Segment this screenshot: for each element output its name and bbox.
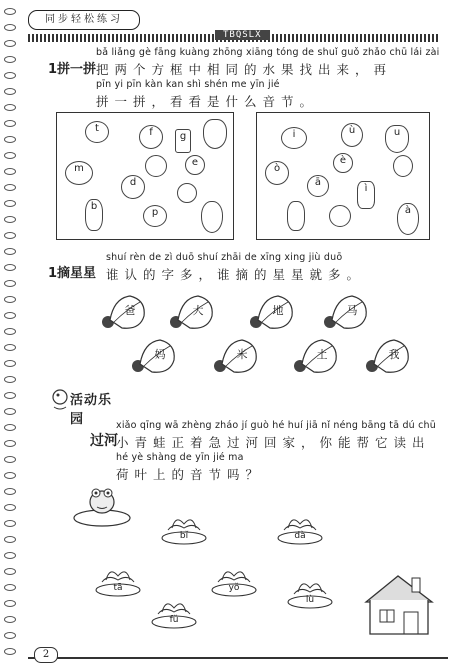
instruction-text: 小青蛙正着急过河回家，你能帮它读出 bbox=[116, 435, 431, 450]
spiral-ring bbox=[4, 632, 16, 639]
lily-syllable: tā bbox=[113, 583, 123, 593]
leaf-character: 我 bbox=[388, 348, 400, 361]
fruit-apple-bottom: p bbox=[143, 205, 167, 227]
spiral-ring bbox=[4, 168, 16, 175]
fruit-grapes: u bbox=[385, 125, 409, 153]
fruit-pear: à bbox=[397, 203, 419, 235]
activity-banner bbox=[50, 385, 124, 427]
instruction-text: 荷叶上的音节吗？ bbox=[116, 467, 265, 482]
fruit-melon: i bbox=[281, 127, 307, 149]
spiral-ring bbox=[4, 424, 16, 431]
fruit-pear bbox=[201, 201, 223, 233]
fruit-pineapple bbox=[287, 201, 305, 231]
leaf-character: 土 bbox=[316, 348, 328, 361]
spiral-ring bbox=[4, 616, 16, 623]
spiral-ring bbox=[4, 360, 16, 367]
spiral-ring bbox=[4, 296, 16, 303]
spiral-ring bbox=[4, 280, 16, 287]
instruction-text: 谁认的字多，谁摘的星星就多。 bbox=[106, 267, 366, 282]
spiral-ring bbox=[4, 248, 16, 255]
spiral-ring bbox=[4, 56, 16, 63]
spiral-ring bbox=[4, 8, 16, 15]
leaf-character: 大 bbox=[192, 304, 204, 317]
leaf-character: 爸 bbox=[124, 304, 136, 317]
fruit-box-left bbox=[56, 112, 234, 240]
spiral-ring bbox=[4, 136, 16, 143]
spiral-ring bbox=[4, 456, 16, 463]
section-label-pinyi: 1拼一拼 bbox=[48, 62, 97, 77]
spiral-ring bbox=[4, 488, 16, 495]
lily-syllable: lù bbox=[305, 595, 315, 605]
leaf-character: 地 bbox=[272, 304, 284, 317]
fruit-strawberry bbox=[145, 155, 167, 177]
pinyin-line: xiǎo qīng wā zhèng zháo jí guò hé huí jiā nǐ néng bāng tā dú chū bbox=[116, 420, 436, 431]
fruit-peach-small bbox=[177, 183, 197, 203]
fruit-grapes bbox=[203, 119, 227, 149]
spiral-ring bbox=[4, 264, 16, 271]
spiral-ring bbox=[4, 184, 16, 191]
footer-rule bbox=[28, 657, 448, 659]
section-label-guohe: 过河 bbox=[90, 433, 118, 449]
lily-syllable: bǐ bbox=[179, 531, 189, 541]
spiral-ring bbox=[4, 472, 16, 479]
spiral-ring bbox=[4, 88, 16, 95]
section-label-zhaixingxing: 1摘星星 bbox=[48, 266, 97, 281]
spiral-ring bbox=[4, 376, 16, 383]
spiral-ring bbox=[4, 216, 16, 223]
instruction-text: 拼一拼，看看是什么音节。 bbox=[96, 94, 319, 109]
fruit-apple: f bbox=[139, 125, 163, 149]
page-header-title: 同步轻松练习 bbox=[28, 10, 140, 30]
spiral-ring bbox=[4, 344, 16, 351]
fruit-orange: ò bbox=[265, 161, 289, 185]
fruit-orange: d bbox=[121, 175, 145, 199]
frog-icon bbox=[70, 480, 134, 530]
pinyin-line: hé yè shàng de yīn jié ma bbox=[116, 452, 244, 463]
fruit-plum bbox=[393, 155, 413, 177]
spiral-ring bbox=[4, 552, 16, 559]
lily-syllable: dà bbox=[294, 531, 306, 541]
spiral-ring bbox=[4, 232, 16, 239]
spiral-ring bbox=[4, 392, 16, 399]
spiral-ring bbox=[4, 504, 16, 511]
fruit-pineapple: b bbox=[85, 199, 103, 231]
fruit-persimmon: g bbox=[175, 129, 191, 153]
spiral-binding bbox=[4, 0, 18, 668]
pinyin-line: pīn yi pīn kàn kan shì shén me yīn jié bbox=[96, 79, 280, 90]
spiral-ring bbox=[4, 648, 16, 655]
spiral-ring bbox=[4, 152, 16, 159]
spiral-ring bbox=[4, 328, 16, 335]
fruit-apple: ù bbox=[341, 123, 363, 147]
page-number: 2 bbox=[34, 647, 58, 663]
lily-syllable: fǔ bbox=[169, 615, 179, 625]
spiral-ring bbox=[4, 200, 16, 207]
spiral-ring bbox=[4, 120, 16, 127]
fruit-plum: e bbox=[185, 155, 205, 175]
house-icon bbox=[360, 572, 438, 638]
leaf-character: 马 bbox=[346, 304, 358, 317]
leaf-character: 妈 bbox=[154, 348, 166, 361]
fruit-apple-bottom bbox=[329, 205, 351, 227]
fruit-watermelon: m bbox=[65, 161, 93, 185]
activity-banner-text: 活动乐园 bbox=[70, 393, 113, 427]
fruit-box-right bbox=[256, 112, 430, 240]
lily-syllable: yǒ bbox=[228, 583, 240, 593]
spiral-ring bbox=[4, 584, 16, 591]
fruit-persimmon: ì bbox=[357, 181, 375, 209]
spiral-ring bbox=[4, 520, 16, 527]
fruit-peach: ā bbox=[307, 175, 329, 197]
spiral-ring bbox=[4, 408, 16, 415]
spiral-ring bbox=[4, 104, 16, 111]
pinyin-line: shuí rèn de zì duō shuí zhāi de xīng xing jiù duō bbox=[106, 252, 343, 263]
spiral-ring bbox=[4, 24, 16, 31]
leaf-character: 米 bbox=[236, 348, 248, 361]
header-subtitle: TBQSLX bbox=[215, 30, 270, 40]
spiral-ring bbox=[4, 72, 16, 79]
spiral-ring bbox=[4, 40, 16, 47]
fruit-strawberry: è bbox=[333, 153, 353, 173]
spiral-ring bbox=[4, 536, 16, 543]
spiral-ring bbox=[4, 568, 16, 575]
spiral-ring bbox=[4, 440, 16, 447]
instruction-text: 把两个方框中相同的水果找出来，再 bbox=[96, 62, 393, 77]
spiral-ring bbox=[4, 600, 16, 607]
fruit-peach: t bbox=[85, 121, 109, 143]
spiral-ring bbox=[4, 312, 16, 319]
pinyin-line: bǎ liǎng gè fāng kuàng zhōng xiāng tóng de shuǐ guǒ zhǎo chū lái zài bbox=[96, 47, 440, 58]
